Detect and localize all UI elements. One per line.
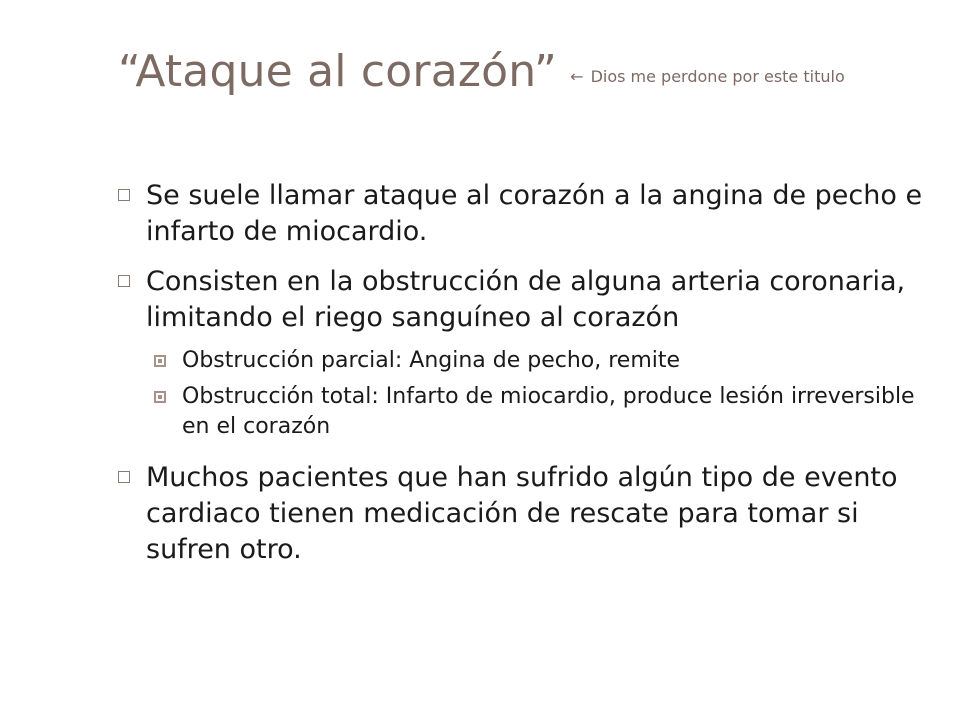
square-bullet-icon: [118, 471, 130, 483]
bullet-item-3: [118, 460, 948, 568]
bullet-text: Muchos pacientes que han sufrido algún tipo de evento cardiaco tienen medicación de rescate para tomar si sufren otro.: [146, 462, 898, 565]
title-note-text: Dios me perdone por este titulo: [590, 67, 845, 86]
bullet-list: [118, 178, 948, 582]
sub-bullet-text: Obstrucción parcial: Angina de pecho, remite: [182, 348, 681, 373]
filled-square-bullet-icon: [154, 391, 166, 403]
sub-bullet-item-1: [154, 346, 948, 376]
square-bullet-icon: [118, 275, 130, 287]
bullet-text: Consisten en la obstrucción de alguna arteria coronaria, limitando el riego sanguíneo al corazón: [146, 266, 906, 333]
filled-square-bullet-icon: [154, 355, 166, 367]
arrow-left-icon: ←: [570, 67, 584, 86]
sub-bullet-text: Obstrucción total: Infarto de miocardio, produce lesión irreversible en el corazón: [182, 384, 915, 439]
title-text: “Ataque al corazón”: [118, 46, 557, 97]
square-bullet-icon: [118, 189, 130, 201]
title-note: [570, 67, 845, 86]
slide-title: [118, 46, 845, 97]
bullet-item-1: [118, 178, 948, 250]
bullet-text: Se suele llamar ataque al corazón a la angina de pecho e infarto de miocardio.: [146, 180, 923, 247]
bullet-item-2: [118, 264, 948, 336]
sub-bullet-item-2: [154, 382, 948, 442]
